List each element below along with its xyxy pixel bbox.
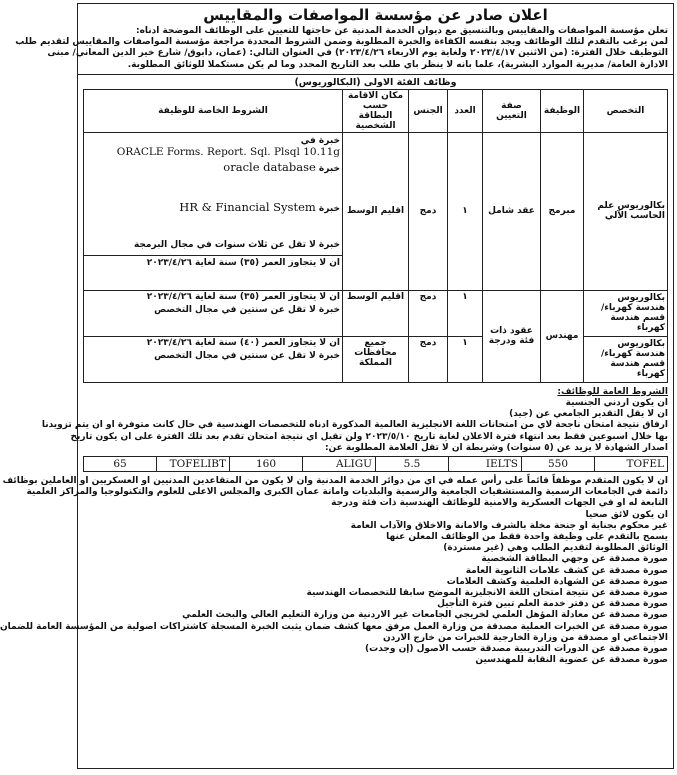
condition-line: ان يكون لائق صحيا bbox=[585, 509, 668, 520]
condition-age: ان لا يتجاوز العمر (٤٠) سنة لغاية ٢٠٢٣/٤/٢٦ bbox=[146, 337, 340, 348]
cell-specialty: بكالوريوس هندسة كهرباء/ قسم هندسة كهرباء bbox=[584, 290, 668, 336]
condition-age: ان لا يتجاوز العمر (٣٥) سنة لغاية ٢٠٢٣/٤/٢٦ bbox=[146, 291, 340, 302]
document-line: صورة مصدقة عن الدورات التدريبية مصدقة حسب الاصول (إن وجدت) bbox=[365, 644, 668, 655]
condition-age: ان لا يتجاوز العمر (٣٥) سنة لغاية ٢٠٢٣/٤/٢٦ bbox=[84, 255, 342, 268]
condition-experience: خبرة لا تقل عن سنتين في مجال التخصص bbox=[154, 304, 340, 315]
score-value: 65 bbox=[84, 457, 157, 472]
cell-specialty: بكالوريوس هندسة كهرباء/ قسم هندسة كهرباء bbox=[584, 336, 668, 382]
general-condition-line: ارفاق نتيجة امتحان ناجحة لاي من امتحانات اللغة الانجليزية العالمية المذكورة ادناه للتخصصات الهندسية في حال كانت متوفرة او ان يتم تزويدنا bbox=[41, 420, 668, 431]
general-condition-line: اصدار الشهادة لا يزيد عن (٥ سنوات) وشريطة ان لا تقل العلامة المطلوبة عن: bbox=[324, 442, 668, 453]
condition-experience bbox=[86, 160, 340, 174]
condition-line: يسمح بالتقدم على وظيفة واحدة فقط من الوظائف المعلن عنها bbox=[386, 532, 668, 543]
condition-tech-value: ORACLE Forms. Report. Sql. Plsql 10.11g bbox=[116, 145, 340, 158]
announcement-title: اعلان صادر عن مؤسسة المواصفات والمقاييس bbox=[203, 6, 548, 24]
condition-tech-value: HR & Financial System bbox=[179, 199, 316, 214]
intro-line: الادارة العامة/ مديرية الموارد البشرية)، علما بانه لا ينظر باي طلب بعد التاريخ المحدد وما لم يكن مستكملا للوثائق المطلوبة. bbox=[127, 59, 668, 70]
document-line: صورة مصدقة عن الشهادة العلمية وكشف العلامات bbox=[446, 576, 668, 587]
score-value: 550 bbox=[522, 457, 595, 472]
condition-experience-value bbox=[86, 146, 340, 158]
category-label: وظائف الفئة الاولى (البكالوريوس) bbox=[294, 76, 457, 88]
score-name: TOFEL bbox=[595, 457, 668, 472]
cell-job: مبرمج bbox=[541, 132, 584, 290]
document-line: صورة مصدقة عن معادلة المؤهل العلمي لخريجي الجامعات غير الاردنية من وزارة التعليم العالي والبحث العلمي bbox=[182, 610, 668, 621]
general-condition-line: بها خلال اسبوعين فقط بعد انتهاء فترة الاعلان لغاية تاريخ ٢٠٢٣/٥/١٠ ولن تقبل اي نتيجة امتحان تقدم بعد تلك الفترة على ان يكون تاريخ bbox=[70, 431, 668, 442]
header-gender: الجنس bbox=[409, 89, 448, 132]
cell-appointment-type: عقد شامل bbox=[483, 132, 541, 290]
condition-experience: خبرة لا تقل عن ثلاث سنوات في مجال البرمجة bbox=[133, 239, 340, 250]
intro-line: التوظيف خلال الفترة: (من الاثنين ٢٠٢٣/٤/١٧ ولغاية يوم الاربعاء ٢٠٢٣/٤/٢٦) في العنوان التالي: (عمان، دابوق/ شارع خير الدين المعاني/ مبنى bbox=[47, 48, 668, 59]
table-row bbox=[84, 290, 668, 336]
score-name: ALIGU bbox=[303, 457, 376, 472]
section-divider bbox=[78, 74, 673, 75]
header-job: الوظيفة bbox=[541, 89, 584, 132]
document-line: صورة مصدقة عن كشف علامات الثانوية العامة bbox=[465, 565, 668, 576]
general-condition-line: ان يكون اردني الجنسية bbox=[565, 398, 668, 409]
score-value: 160 bbox=[230, 457, 303, 472]
header-residence: مكان الاقامة حسب البطاقة الشخصية bbox=[343, 89, 409, 132]
header-count: العدد bbox=[448, 89, 483, 132]
general-condition-line: ان لا يقل التقدير الجامعي عن (جيد) bbox=[509, 409, 668, 420]
cell-conditions bbox=[84, 132, 343, 290]
document-line: صورة مصدقة عن وجهي البطاقة الشخصية bbox=[481, 554, 668, 565]
score-name: TOFELIBT bbox=[157, 457, 230, 472]
cell-gender: دمج bbox=[409, 132, 448, 290]
condition-line: غير محكوم بجناية او جنحة مخلة بالشرف والامانة والاخلاق والآداب العامة bbox=[350, 520, 668, 531]
document-line: صورة مصدقة عن نتيجة امتحان اللغة الانجليزية الموضح سابقا للتخصصات الهندسية bbox=[306, 588, 668, 599]
cell-residence: اقليم الوسط bbox=[343, 290, 409, 336]
required-documents bbox=[0, 543, 668, 666]
header-specialty: التخصص bbox=[584, 89, 668, 132]
documents-heading: الوثائق المطلوبة لتقديم الطلب وهي (غير مستردة) bbox=[443, 543, 668, 554]
table-header-row bbox=[84, 89, 668, 132]
score-name: IELTS bbox=[449, 457, 522, 472]
condition-line: التابعة له او في الجهات العسكرية والامنية للوظائف الهندسية ذات فئة ودرجة bbox=[331, 498, 668, 509]
general-conditions bbox=[41, 386, 668, 454]
intro-line: تعلن مؤسسة المواصفات والمقاييس وبالتنسيق مع ديوان الخدمة المدنية عن حاجتها للتعيين على الوظائف الموضحة ادناه: bbox=[136, 26, 668, 36]
score-value: 5.5 bbox=[376, 457, 449, 472]
table-row bbox=[84, 132, 668, 290]
condition-prefix: خبرة bbox=[318, 163, 340, 174]
condition-prefix: خبرة في bbox=[300, 135, 340, 146]
cell-specialty: بكالوريوس علم الحاسب الآلي bbox=[584, 132, 668, 290]
condition-experience bbox=[86, 136, 340, 146]
intro-paragraph bbox=[15, 26, 668, 71]
condition-experience: خبرة لا تقل عن سنتين في مجال التخصص bbox=[154, 350, 340, 361]
scores-row bbox=[84, 457, 668, 472]
cell-count: ١ bbox=[448, 290, 483, 336]
cell-conditions bbox=[84, 290, 343, 336]
english-scores-table bbox=[83, 456, 668, 472]
condition-tech-value: oracle database bbox=[223, 159, 316, 174]
document-line: صورة مصدقة عن دفتر خدمة العلم تبين فترة التأجيل bbox=[437, 599, 668, 610]
document-line: الاجتماعي او مصدقة من وزارة الخارجية للخبرات من خارج الاردن bbox=[382, 632, 668, 643]
document-line: صورة مصدقة عن عضوية النقابة للمهندسين bbox=[475, 655, 668, 666]
cell-count: ١ bbox=[448, 132, 483, 290]
condition-prefix: خبرة bbox=[318, 203, 340, 214]
cell-gender: دمج bbox=[409, 336, 448, 382]
header-conditions: الشروط الخاصة للوظيفة bbox=[84, 89, 343, 132]
intro-line: لمن يرغب بالتقدم لتلك الوظائف ويجد بنفسه الكفاءة والخبرة المطلوبة وضمن الشروط المحددة مراجعة مؤسسة المواصفات والمقاييس لتقديم طلب bbox=[15, 37, 668, 48]
header-appointment-type: صفة التعيين bbox=[483, 89, 541, 132]
cell-conditions bbox=[84, 336, 343, 382]
general-conditions-heading: الشروط العامة للوظائف: bbox=[557, 386, 668, 397]
cell-job: مهندس bbox=[541, 290, 584, 382]
cell-residence: جميع محافظات المملكة bbox=[343, 336, 409, 382]
condition-line: دائمة في الجامعات الرسمية والمستشفيات الجامعية والرسمية والبلديات وامانة عمان الكبرى والمجلس الاعلى للعلوم والتكنولوجيا والمراكز العلمية bbox=[26, 487, 668, 498]
document-line: صورة مصدقة عن الخبرات العملية مصدقة من وزارة العمل مرفق معها كشف ضمان يثبت الخبرة المسجلة كاشتراكات اصولية من المؤسسة العامة للضمان bbox=[0, 621, 668, 632]
condition-line: ان لا يكون المتقدم موظفاً قائماً على رأس عمله في اي من دوائر الخدمة المدنية وان لا يكون من المتقاعدين المدنيين او العسكريين او العاملين بوظائف bbox=[2, 476, 668, 487]
cell-appointment-type: عقود ذات فئة ودرجة bbox=[483, 290, 541, 382]
condition-experience bbox=[86, 200, 340, 214]
announcement-page bbox=[0, 3, 674, 769]
cell-count: ١ bbox=[448, 336, 483, 382]
cell-residence: اقليم الوسط bbox=[343, 132, 409, 290]
additional-conditions bbox=[2, 476, 668, 543]
cell-gender: دمج bbox=[409, 290, 448, 336]
jobs-table bbox=[83, 89, 668, 383]
